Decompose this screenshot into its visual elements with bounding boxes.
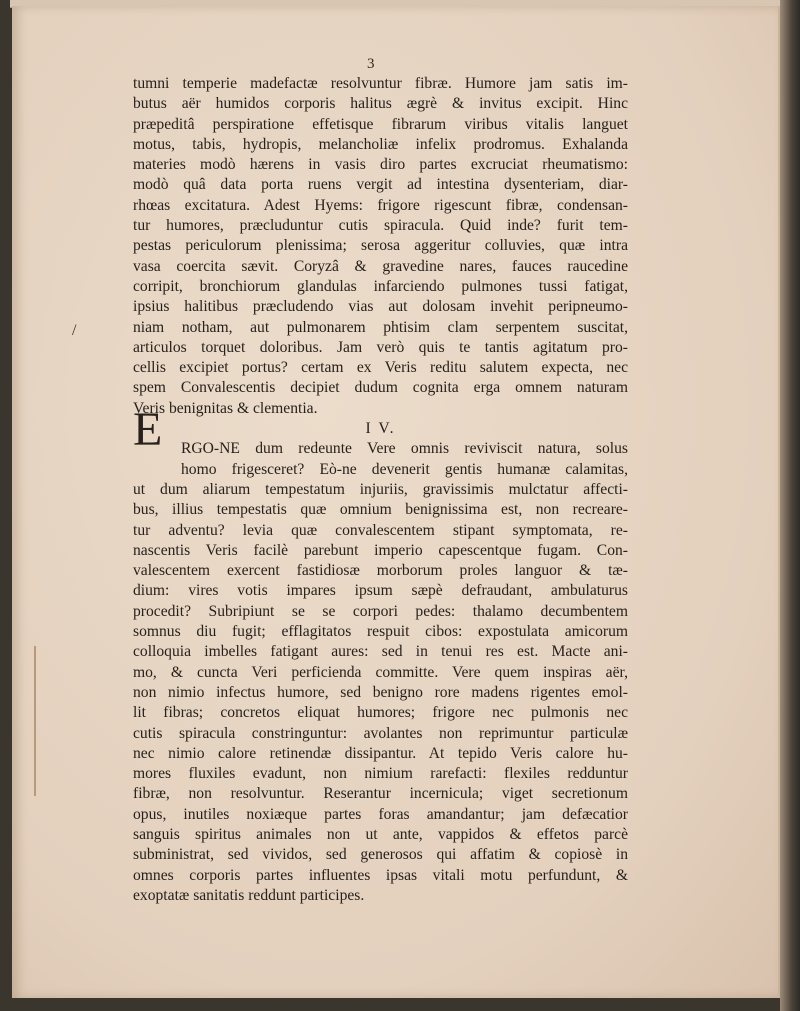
text-line: valescentem exercent fastidiosæ morborum proles languor & tæ- (133, 562, 628, 580)
text-line: fibræ, non resolvuntur. Reserantur incernicula; viget secretionum (133, 785, 628, 803)
text-line: colloquia imbelles fatigant aures: sed in tenui res est. Macte ani- (133, 643, 628, 661)
text-line: corripit, bronchiorum glandulas infarciendo pulmones tussi fatigat, (133, 277, 628, 295)
paragraph-continued (133, 74, 628, 419)
text-line: pestas periculorum plenissima; serosa aggeritur colluvies, quæ intra (133, 237, 628, 255)
text-line: spem Convalescentis decipiet dudum cognita erga omnem naturam (133, 379, 628, 397)
text-line: tur adventu? levia quæ convalescentem stipant symptomata, re- (133, 521, 628, 539)
text-line: omnes corporis partes influentes ipsas vitali motu perfundunt, & (133, 866, 628, 884)
section-paragraph (133, 439, 628, 906)
text-line: modò quâ data porta ruens vergit ad intestina dysenteriam, diar- (133, 176, 628, 194)
text-line: subministrat, sed vividos, sed generosos qui affatim & copiosè in (133, 846, 628, 864)
text-line: cutis spiracula constringuntur: avolantes non reprimuntur particulæ (133, 724, 628, 742)
text-line: rhœas excitatura. Adest Hyems: frigore rigescunt fibræ, condensan- (133, 196, 628, 214)
section-heading: I V. (365, 420, 396, 438)
text-line: vasa coercita sævit. Coryzâ & gravedine nares, fauces raucedine (133, 257, 628, 275)
text-line: bus, illius tempestatis quæ omnium benignissima est, non recreare- (133, 501, 628, 519)
text-line: butus aër humidos corporis halitus ægrè & invitus excipit. Hinc (133, 95, 628, 113)
text-line: procedit? Subripiunt se se corpori pedes: thalamo decumbentem (133, 602, 628, 620)
text-line: nascentis Veris facilè parebunt imperio capescentque fugam. Con- (133, 541, 628, 559)
text-line: nec nimio calore retinendæ dissipantur. At tepido Veris calore hu- (133, 744, 628, 762)
text-line: niam notham, aut pulmonarem phtisim clam serpentem suscitat, (133, 318, 628, 336)
text-line: opus, inutiles noxiæque partes foras amandantur; jam defæcatior (133, 805, 628, 823)
text-line: præpeditâ perspiratione effetisque fibrarum viribus vitalis languet (133, 115, 628, 133)
text-line: somnus diu fugit; efflagitatos respuit cibos: expostulata amicorum (133, 623, 628, 641)
text-line: mores fluxiles evadunt, non nimium rarefacti: flexiles redduntur (133, 765, 628, 783)
text-line: materies modò hærens in vasis diro partes excruciat rheumatismo: (133, 156, 628, 174)
text-line: non nimio infectus humore, sed benigno rore madens rigentes emol- (133, 683, 628, 701)
text-line: ut dum aliarum tempestatum injuriis, gravissimis mulctatur affecti- (133, 480, 628, 498)
drop-cap-initial: E (133, 403, 163, 456)
text-line: lit fibras; concretos eliquat humores; frigore nec pulmonis nec (133, 704, 628, 722)
text-line: mo, & cuncta Veri perficienda committe. Vere quem inspiras aër, (133, 663, 628, 681)
text-line: tur humores, præcluduntur cutis spiracula. Quid inde? furit tem- (133, 217, 628, 235)
text-line: Veris benignitas & clementia. (133, 399, 318, 417)
text-line: cellis excipiet portus? certam ex Veris reditu salutem expecta, nec (133, 359, 628, 377)
paper-stain (34, 646, 52, 796)
text-line: ipsius halitibus præcludendo vias aut dolosam invehit peripneumo- (133, 298, 628, 316)
text-line: RGO-NE dum redeunte Vere omnis reviviscit natura, solus (181, 440, 628, 458)
text-line: sanguis spiritus animales non ut ante, vappidos & effetos parcè (133, 825, 628, 843)
text-line: articulos torquet doloribus. Jam verò quis te tantis agitatum pro- (133, 338, 628, 356)
text-line: exoptatæ sanitatis reddunt participes. (133, 886, 365, 904)
page-right-edge (780, 0, 800, 1011)
text-line: homo frigesceret? Eò-ne devenerit gentis humanæ calamitas, (181, 460, 628, 478)
page-number: 3 (367, 56, 375, 72)
text-block (133, 74, 628, 906)
text-line: motus, tabis, hydropis, melancholiæ infelix prodromus. Exhalanda (133, 135, 628, 153)
text-line: dium: vires votis impares ipsum sæpè defraudant, ambulaturus (133, 582, 628, 600)
margin-mark: / (72, 322, 77, 339)
text-line: tumni temperie madefactæ resolvuntur fibræ. Humore jam satis im- (133, 75, 628, 92)
